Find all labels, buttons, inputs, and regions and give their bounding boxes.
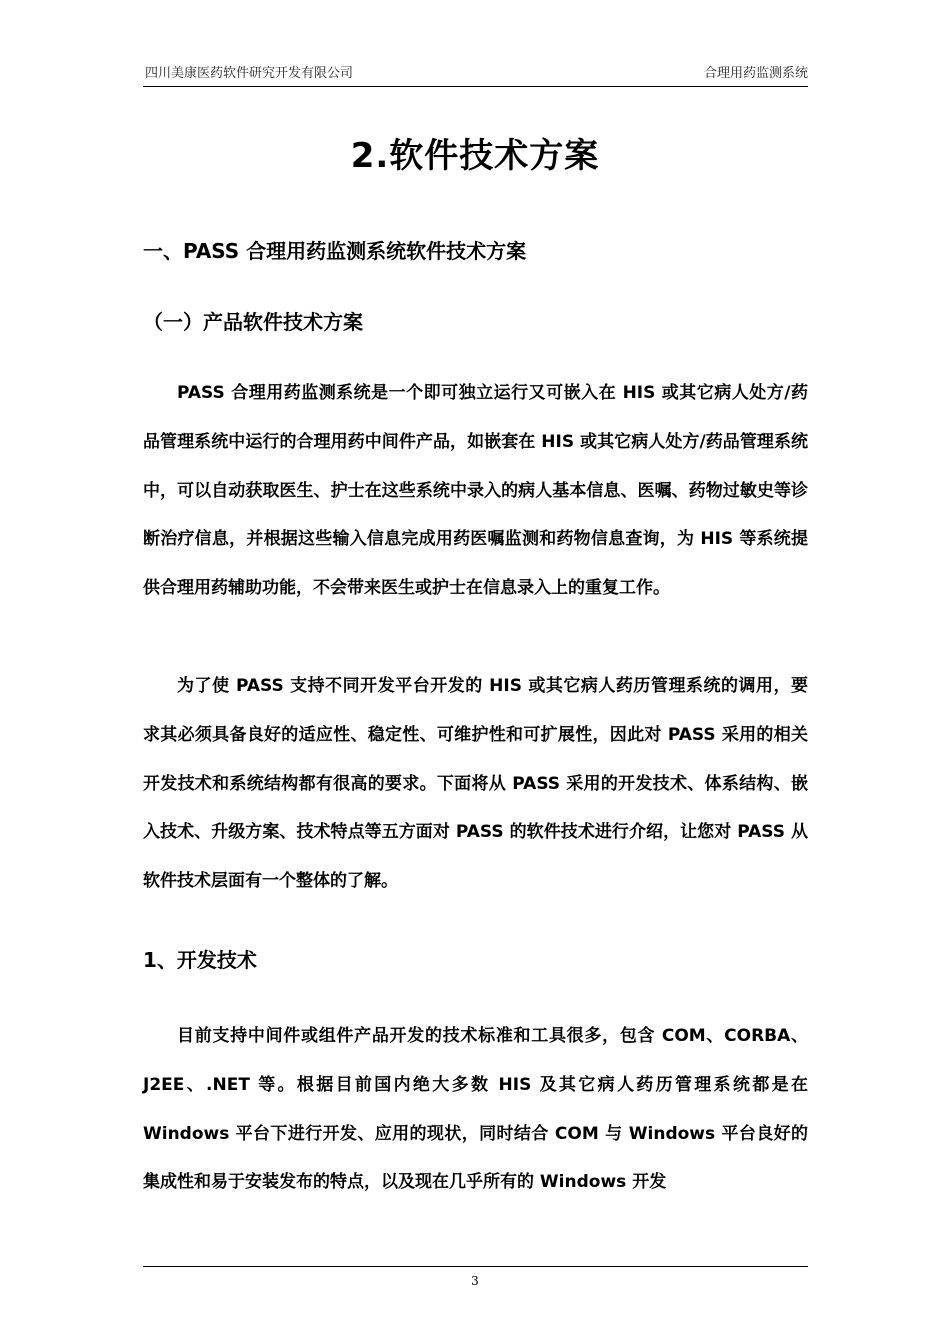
header-company: 四川美康医药软件研究开发有限公司 <box>145 66 354 81</box>
body-paragraph: 为了使 PASS 支持不同开发平台开发的 HIS 或其它病人药历管理系统的调用，要求其必须具备良好的适应性、稳定性、可维护性和可扩展性，因此对 PASS 采用的相关开发技术和系统结构都有很高的要求。下面将从 PASS 采用的开发技术、体系结构、嵌入技术、升级方案、技术特点等五方面对 PASS 的软件技术进行介绍，让您对 PASS 从软件技术层面有一个整体的了解。 <box>143 676 808 892</box>
document-title: 2.软件技术方案 <box>350 136 600 176</box>
footer-divider <box>143 1266 808 1267</box>
page-header <box>143 58 808 87</box>
body-paragraph: PASS 合理用药监测系统是一个即可独立运行又可嵌入在 HIS 或其它病人处方/药品管理系统中运行的合理用药中间件产品，如嵌套在 HIS 或其它病人处方/药品管理系统中，可以自动获取医生、护士在这些系统中录入的病人基本信息、医嘱、药物过敏史等诊断治疗信息，并根据这些输入信息完成用药医嘱监测和药物信息查询，为 HIS 等系统提供合理用药辅助功能，不会带来医生或护士在信息录入上的重复工作。 <box>143 383 808 599</box>
section-heading: 一、PASS 合理用药监测系统软件技术方案 <box>143 239 527 263</box>
subsection-heading: （一）产品软件技术方案 <box>143 310 363 334</box>
body-paragraph: 目前支持中间件或组件产品开发的技术标准和工具很多，包含 COM、CORBA、J2EE、.NET 等。根据目前国内绝大多数 HIS 及其它病人药历管理系统都是在 Windows 平台下进行开发、应用的现状，同时结合 COM 与 Windows 平台良好的集成性和易于安装发布的特点，以及现在几乎所有的 Windows 开发 <box>143 1026 808 1193</box>
dev-tech-heading: 1、开发技术 <box>143 948 257 972</box>
header-system-name: 合理用药监测系统 <box>703 66 808 81</box>
page-number: 3 <box>471 1274 479 1288</box>
